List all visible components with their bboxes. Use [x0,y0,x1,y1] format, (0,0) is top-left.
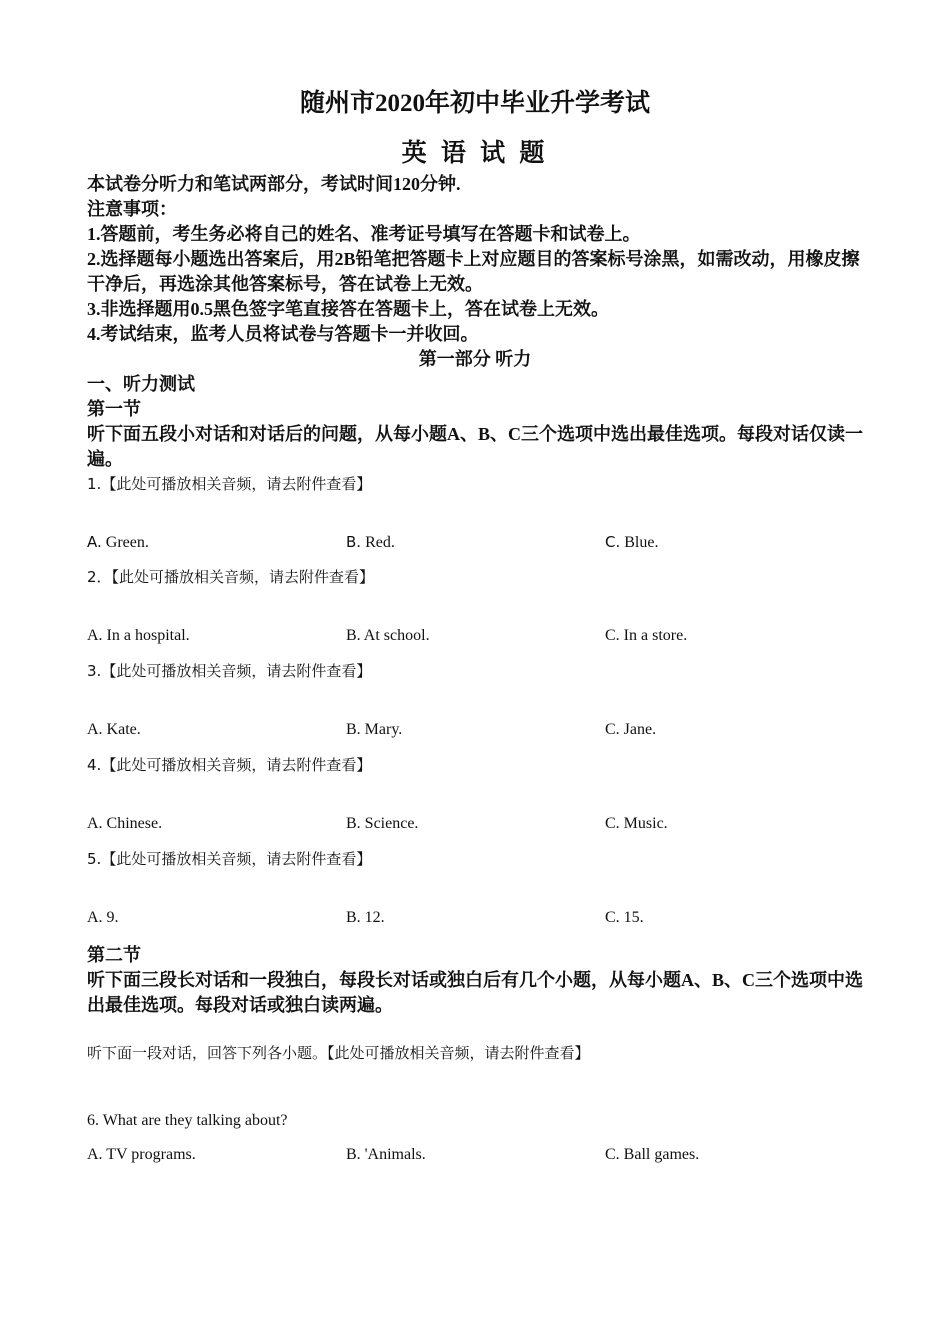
audio-note[interactable]: 【此处可播放相关音频，请去附件查看】 [101,475,372,493]
options-row [87,813,863,835]
intro-block [87,172,863,347]
section-title: 一、听力测试 [87,374,195,394]
question-prompt [87,566,863,588]
subsection-label: 第一节 [87,399,141,419]
part-heading: 第一部分 听力 [418,349,532,369]
question-prompt [87,754,863,776]
question-prompt [87,660,863,682]
subsection-instruction: 听下面五段小对话和对话后的问题，从每小题A、B、C三个选项中选出最佳选项。每段对话仅读一遍。 [87,424,863,469]
option-c[interactable]: C. In a store. [605,627,688,644]
option-b[interactable]: B. Red. [346,533,395,551]
dialog-prompt [87,1042,863,1064]
page-subtitle: 英 语 试 题 [401,140,549,167]
audio-note[interactable]: 【此处可播放相关音频，请去附件查看】 [101,850,372,868]
option-a[interactable]: A. Kate. [87,721,141,738]
option-c[interactable]: C. 15. [605,909,644,926]
question-number: 2． [87,568,112,586]
option-b[interactable]: B. 12. [346,909,385,926]
question-number: 4. [87,756,102,774]
option-c[interactable]: C. Music. [605,815,668,832]
page-title: 随州市2020年初中毕业升学考试 [299,90,650,117]
exam-page [87,88,863,1166]
option-b[interactable]: B. 'Animals. [346,1146,426,1163]
notice-item: 3.非选择题用0.5黑色签字笔直接答在答题卡上，答在试卷上无效。 [87,299,609,319]
option-b[interactable]: B. Science. [346,815,419,832]
question-number: 5. [87,850,102,868]
audio-note[interactable]: 【此处可播放相关音频，请去附件查看】 [101,756,372,774]
options-row [87,719,863,741]
option-b[interactable]: B. Mary. [346,721,403,738]
question-prompt [87,473,863,495]
options-row [87,531,863,553]
question-prompt [87,848,863,870]
option-a[interactable]: A. Green. [87,533,149,551]
notice-label: 注意事项： [87,199,177,219]
option-a[interactable]: A. TV programs. [87,1146,196,1163]
option-b[interactable]: B. At school. [346,627,430,644]
audio-note[interactable]: 【此处可播放相关音频，请去附件查看】 [111,568,375,586]
audio-note[interactable]: 【此处可播放相关音频，请去附件查看】 [101,662,372,680]
option-c[interactable]: C. Jane. [605,721,657,738]
option-a[interactable]: A. Chinese. [87,815,163,832]
question-text: 6. What are they talking about? [87,1112,288,1129]
notice-item: 4.考试结束，监考人员将试卷与答题卡一并收回。 [87,324,479,344]
options-row [87,907,863,929]
options-row [87,625,863,647]
subsection-label: 第二节 [87,945,141,965]
notice-item: 2.选择题每小题选出答案后，用2B铅笔把答题卡上对应题目的答案标号涂黑，如需改动，用橡皮擦干净后，再选涂其他答案标号，答在试卷上无效。 [87,249,860,294]
question-number: 3. [87,662,102,680]
option-a[interactable]: A. 9. [87,909,119,926]
option-c[interactable]: C. Blue. [605,533,659,551]
option-a[interactable]: A. In a hospital. [87,627,190,644]
subsection-instruction: 听下面三段长对话和一段独白，每段长对话或独白后有几个小题，从每小题A、B、C三个选项中选出最佳选项。每段对话或独白读两遍。 [87,970,863,1015]
intro-line: 本试卷分听力和笔试两部分，考试时间120分钟. [87,174,461,194]
dialog-instruction[interactable]: 听下面一段对话，回答下列各小题。【此处可播放相关音频，请去附件查看】 [87,1044,590,1062]
options-row [87,1144,863,1166]
notice-item: 1.答题前，考生务必将自己的姓名、准考证号填写在答题卡和试卷上。 [87,224,641,244]
question-number: 1. [87,475,102,493]
option-c[interactable]: C. Ball games. [605,1146,700,1163]
